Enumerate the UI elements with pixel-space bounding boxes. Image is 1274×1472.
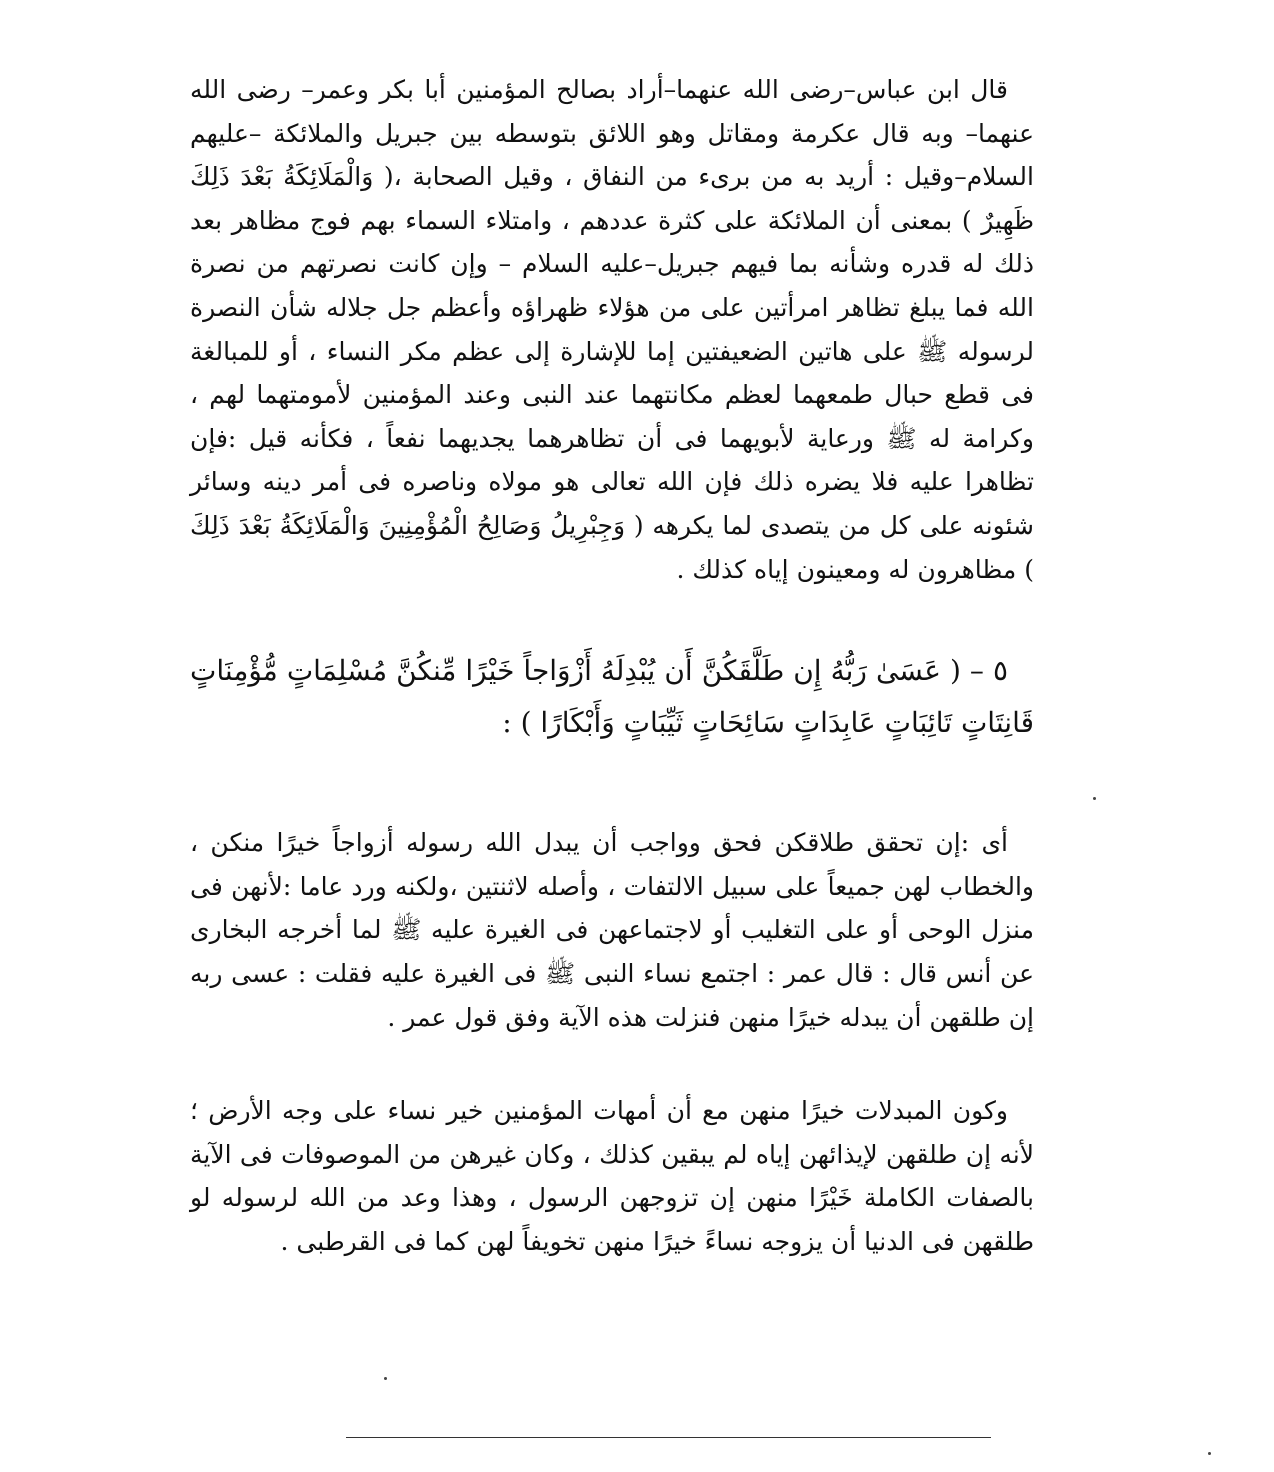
scan-speck [1208, 1452, 1211, 1455]
paragraph-commentary-2: أى :إن تحقق طلاقكن فحق وواجب أن يبدل الله رسوله أزواجاً خيرًا منكن ، والخطاب لهن جميعاً على سبيل الالتفات ، وأصله لاثنتين ،ولكنه ورد عاما :لأنهن فى منزل الوحى أو على التغليب أو لاجتماعهن فى الغيرة عليه ﷺ لما أخرجه البخارى عن أنس قال : قال عمر : اجتمع نساء النبى ﷺ فى الغيرة عليه فقلت : عسى ربه إن طلقهن أن يبدله خيرًا منهن فنزلت هذه الآية وفق قول عمر . [190, 828, 1034, 1032]
scan-speck [384, 1377, 387, 1380]
paragraph-commentary-3: وكون المبدلات خيرًا منهن مع أن أمهات المؤمنين خير نساء على وجه الأرض ؛لأنه إن طلقهن لإيذائهن إياه لم يبقين كذلك ، وكان غيرهن من الموصوفات فى الآية بالصفات الكاملة خَيْرًا منهن إن تزوجهن الرسول ، وهذا وعد من الله لرسوله لو طلقهن فى الدنيا أن يزوجه نساءً خيرًا منهن تخويفاً لهن كما فى القرطبى . [190, 1096, 1035, 1256]
page-body [190, 68, 1034, 1263]
quran-verse-5: ٥ – ( عَسَىٰ رَبُّهُ إِن طَلَّقَكُنَّ أَن يُبْدِلَهُ أَزْوَاجاً خَيْرًا مِّنكُنَّ مُسْلِمَاتٍ مُّؤْمِنَاتٍ قَانِتَاتٍ تَائِبَاتٍ عَابِدَاتٍ سَائِحَاتٍ ثَيِّبَاتٍ وَأَبْكَارًا ) : [190, 654, 1034, 740]
footer-rule [346, 1437, 991, 1438]
paragraph-commentary-1: قال ابن عباس–رضى الله عنهما–أراد بصالح المؤمنين أبا بكر وعمر– رضى الله عنهما– وبه قال عكرمة ومقاتل وهو اللائق بتوسطه بين جبريل والملائكة –عليهم السلام–وقيل : أريد به من برىء من النفاق ، وقيل الصحابة ،( وَالْمَلَائِكَةُ بَعْدَ ذَلِكَ ظَهِيرٌ ) بمعنى أن الملائكة على كثرة عددهم ، وامتلاء السماء بهم فوج مظاهر بعد ذلك له قدره وشأنه بما فيهم جبريل–عليه السلام – وإن كانت نصرتهم من نصرة الله فما يبلغ تظاهر امرأتين على من هؤلاء ظهراؤه وأعظم جل جلاله شأن النصرة لرسوله ﷺ على هاتين الضعيفتين إما للإشارة إلى عظم مكر النساء ، أو للمبالغة فى قطع حبال طمعهما لعظم مكانتهما عند النبى وعند المؤمنين لأمومتهما لهم ، وكرامة له ﷺ ورعاية لأبويهما فى أن تظاهرهما يجديهما نفعاً ، فكأنه قيل :فإن تظاهرا عليه فلا يضره ذلك فإن الله تعالى هو مولاه وناصره فى أمر دينه وسائر شئونه على كل من يتصدى لما يكرهه ( وَجِبْرِيلُ وَصَالِحُ الْمُؤْمِنِينَ وَالْمَلَائِكَةُ بَعْدَ ذَلِكَ ) مظاهرون له ومعينون إياه كذلك . [190, 75, 1034, 584]
scan-speck [1093, 797, 1096, 800]
